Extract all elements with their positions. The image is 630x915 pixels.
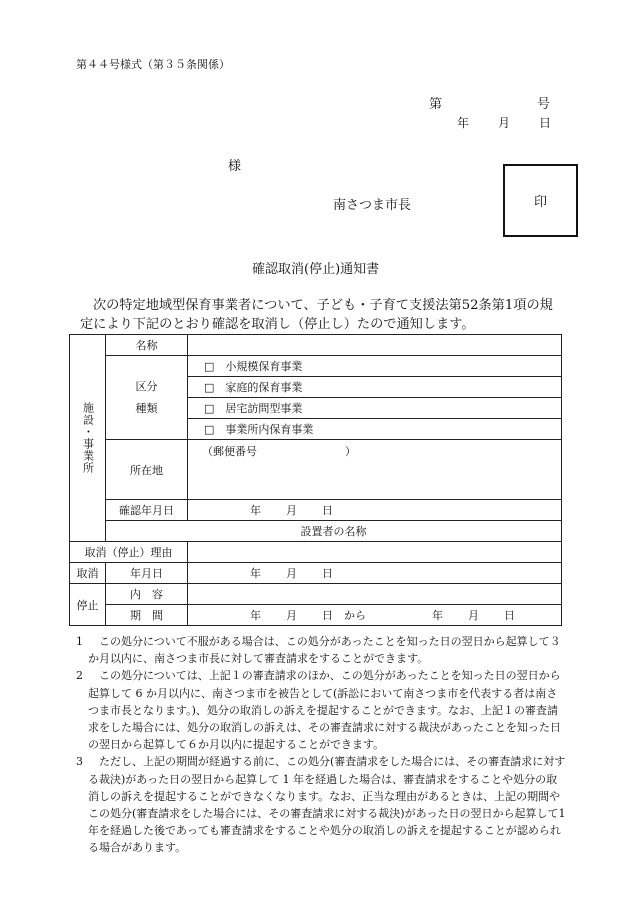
facility-label: 施設・事業所 <box>81 402 95 474</box>
note-item <box>76 753 568 856</box>
issuer-name: 南さつま市長 <box>333 198 412 213</box>
addressee-sama: 様 <box>228 159 242 174</box>
suspend-content-label: 内 容 <box>106 584 188 605</box>
postal-code: （郵便番号 ） <box>188 440 562 500</box>
cancel-day: 日 <box>322 567 333 580</box>
period-end-day: 日 <box>504 609 515 622</box>
document-title: 確認取消(停止)通知書 <box>252 262 380 277</box>
table-row <box>70 335 562 356</box>
suspend-content-value <box>188 584 562 605</box>
notice-table <box>69 334 562 626</box>
confirm-month: 月 <box>286 504 297 517</box>
period-start-day: 日 <box>322 609 333 622</box>
table-row <box>70 605 562 626</box>
date-month: 月 <box>498 116 511 130</box>
confirm-year: 年 <box>250 504 261 517</box>
table-row <box>70 584 562 605</box>
note-text: ただし、上記の期間が経過する前に、この処分(審査請求をした場合には、その審査請求に対する裁決)があった日の翌日から起算して 1 年を経過した場合は、審査請求をすることや処分の取消しの訴えを提起することができなくなります。なお、正当な理由があるときは、上記の期間やこの処分(審査請求をした場合には、その審査請求に対する裁決)があった日の翌日から起算して1年を経過した後であっても審査請求をすることや処分の取消しの訴えを提起することが認められる場合があります。 <box>88 755 566 855</box>
suspend-label: 停止 <box>70 584 106 626</box>
suspend-period-value <box>188 605 562 626</box>
intro-text <box>80 296 562 334</box>
type-option-small-scale: □ 小規模保育事業 <box>188 356 562 377</box>
seal-label: 印 <box>533 195 547 210</box>
note-number: 3 <box>76 755 83 769</box>
type-label-2: 種類 <box>135 401 158 415</box>
form-number: 第４４号様式（第３５条関係） <box>76 58 230 71</box>
note-item <box>76 633 568 667</box>
table-row <box>70 563 562 584</box>
reason-value <box>188 542 562 563</box>
period-kara: から <box>344 609 366 622</box>
period-start-month: 月 <box>286 609 297 622</box>
type-label-cell <box>106 356 188 440</box>
name-value <box>188 335 562 356</box>
address-label: 所在地 <box>106 440 188 500</box>
note-text: この処分について不服がある場合は、この処分があったことを知った日の翌日から起算して３か月以内に、南さつま市長に対して審査請求をすることができます。 <box>88 635 561 666</box>
date-day: 日 <box>539 116 552 130</box>
table-row <box>70 440 562 500</box>
table-row <box>70 356 562 377</box>
reason-label: 取消（停止）理由 <box>70 542 188 563</box>
document-number-dai: 第 <box>429 97 443 112</box>
table-row <box>70 500 562 521</box>
confirm-date-label: 確認年月日 <box>106 500 188 521</box>
type-option-home-visit: □ 居宅訪問型事業 <box>188 398 562 419</box>
note-number: 2 <box>76 669 83 683</box>
date-year: 年 <box>457 116 470 130</box>
note-text: この処分については、上記１の審査請求のほか、この処分があったことを知った日の翌日から起算して 6 か月以内に、南さつま市を被告として(訴訟において南さつま市を代表する者は南さつま市長となります。)、処分の取消しの訴えを提起することができます。なお、上記１の審査請求をした場合には、処分の取消しの訴えは、その審査請求に対する裁決があったことを知った日の翌日から起算して６か月以内に提起することができます。 <box>88 669 561 752</box>
cancel-date-value <box>188 563 562 584</box>
type-label-1: 区分 <box>135 379 158 393</box>
note-item <box>76 667 568 753</box>
seal-box <box>503 164 578 237</box>
cancel-label: 取消 <box>70 563 106 584</box>
facility-label-cell <box>70 335 106 542</box>
name-label: 名称 <box>106 335 188 356</box>
type-option-home-based: □ 家庭的保育事業 <box>188 377 562 398</box>
suspend-period-label: 期 間 <box>106 605 188 626</box>
operator-label: 設置者の名称 <box>106 521 562 542</box>
table-row <box>70 542 562 563</box>
period-end-month: 月 <box>468 609 479 622</box>
note-number: 1 <box>76 635 83 648</box>
intro-line-1: 次の特定地域型保育事業者について、子ども・子育て支援法第52条第1項の規 <box>93 298 553 313</box>
intro-line-2: 定により下記のとおり確認を取消し（停止し）たので通知します。 <box>80 317 475 332</box>
document-number-go: 号 <box>537 97 551 112</box>
cancel-year: 年 <box>250 567 261 580</box>
cancel-date-label: 年月日 <box>106 563 188 584</box>
period-end-year: 年 <box>432 609 443 622</box>
period-start-year: 年 <box>250 609 261 622</box>
cancel-month: 月 <box>286 567 297 580</box>
table-row <box>70 521 562 542</box>
confirm-day: 日 <box>322 504 333 517</box>
confirm-date-value <box>188 500 562 521</box>
notes-section <box>76 633 568 857</box>
type-option-workplace: □ 事業所内保育事業 <box>188 419 562 440</box>
